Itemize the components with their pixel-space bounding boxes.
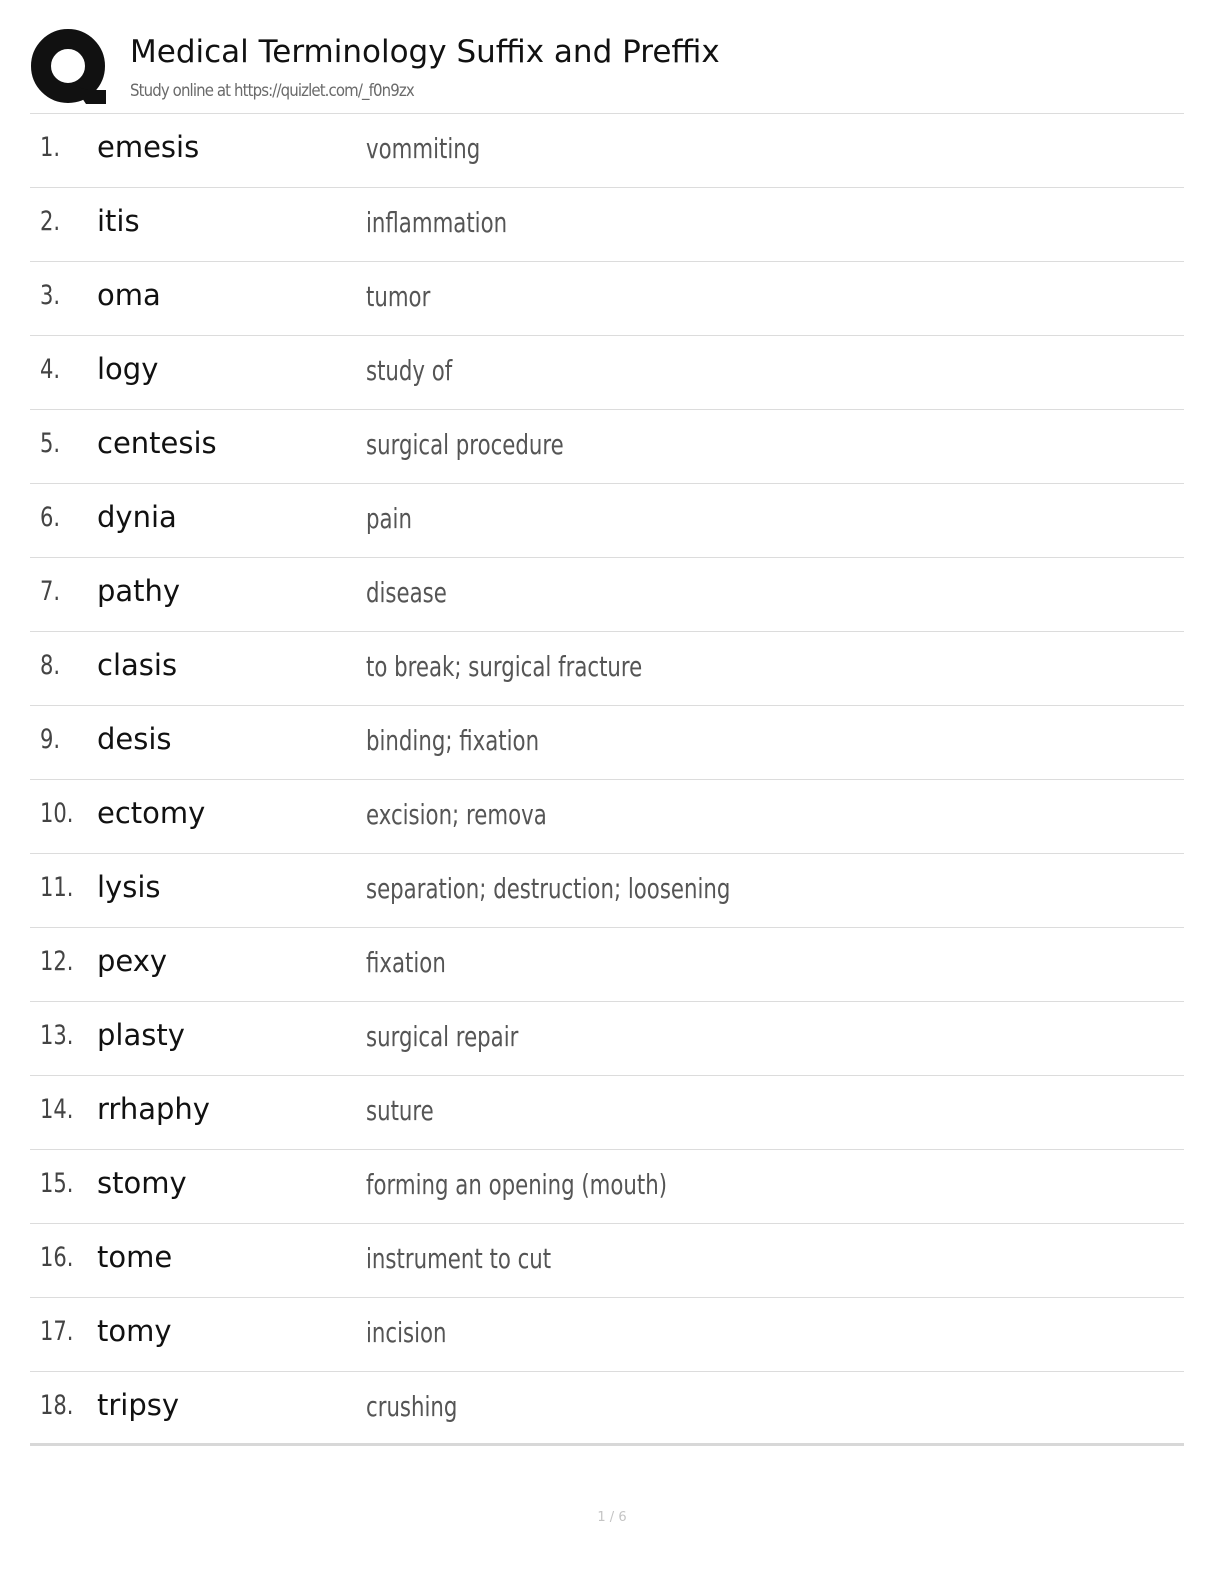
page-title: Medical Terminology Suffix and Preffix	[130, 34, 720, 70]
item-term: plasty	[97, 1018, 185, 1052]
quizlet-q-logo-icon	[30, 28, 110, 108]
item-number: 13.	[40, 1020, 74, 1051]
item-number: 1.	[40, 132, 61, 163]
list-item	[30, 1150, 1184, 1224]
item-definition: vommiting	[366, 132, 481, 165]
list-item	[30, 1076, 1184, 1150]
page-number: 1 / 6	[597, 1510, 627, 1525]
item-number: 9.	[40, 724, 61, 755]
item-term: ectomy	[97, 796, 206, 830]
item-term: emesis	[97, 130, 200, 164]
term-list	[30, 114, 1184, 1446]
item-term: oma	[97, 278, 161, 312]
item-definition: to break; surgical fracture	[366, 650, 643, 683]
item-definition: tumor	[366, 280, 431, 313]
list-item	[30, 632, 1184, 706]
item-term: pexy	[97, 944, 168, 978]
list-item	[30, 262, 1184, 336]
list-item	[30, 1372, 1184, 1446]
item-definition: study of	[366, 354, 453, 387]
list-item	[30, 854, 1184, 928]
item-number: 4.	[40, 354, 61, 385]
item-number: 8.	[40, 650, 61, 681]
item-term: itis	[97, 204, 140, 238]
list-item	[30, 1298, 1184, 1372]
item-term: dynia	[97, 500, 177, 534]
item-number: 7.	[40, 576, 61, 607]
item-definition: surgical repair	[366, 1020, 519, 1053]
item-definition: disease	[366, 576, 447, 609]
item-number: 10.	[40, 798, 74, 829]
item-term: pathy	[97, 574, 181, 608]
list-item	[30, 114, 1184, 188]
item-term: rrhaphy	[97, 1092, 210, 1126]
item-number: 15.	[40, 1168, 74, 1199]
item-definition: fixation	[366, 946, 446, 979]
item-definition: suture	[366, 1094, 434, 1127]
item-definition: forming an opening (mouth)	[366, 1168, 668, 1201]
item-number: 12.	[40, 946, 74, 977]
item-term: desis	[97, 722, 172, 756]
list-item	[30, 188, 1184, 262]
item-term: tome	[97, 1240, 173, 1274]
item-term: clasis	[97, 648, 178, 682]
item-definition: pain	[366, 502, 412, 535]
item-number: 16.	[40, 1242, 74, 1273]
list-item	[30, 484, 1184, 558]
list-item	[30, 1002, 1184, 1076]
list-item	[30, 1224, 1184, 1298]
item-term: lysis	[97, 870, 161, 904]
item-definition: crushing	[366, 1390, 458, 1423]
item-definition: surgical procedure	[366, 428, 564, 461]
item-definition: incision	[366, 1316, 447, 1349]
item-definition: separation; destruction; loosening	[366, 872, 731, 905]
item-definition: binding; fixation	[366, 724, 540, 757]
item-term: tripsy	[97, 1388, 180, 1422]
item-term: centesis	[97, 426, 217, 460]
item-definition: instrument to cut	[366, 1242, 552, 1275]
item-number: 14.	[40, 1094, 74, 1125]
item-number: 17.	[40, 1316, 74, 1347]
item-number: 6.	[40, 502, 61, 533]
list-item	[30, 410, 1184, 484]
item-number: 5.	[40, 428, 61, 459]
item-term: tomy	[97, 1314, 172, 1348]
item-term: stomy	[97, 1166, 187, 1200]
item-definition: inflammation	[366, 206, 508, 239]
document-header	[30, 28, 1184, 114]
list-item	[30, 928, 1184, 1002]
item-number: 2.	[40, 206, 61, 237]
list-item	[30, 706, 1184, 780]
list-item	[30, 780, 1184, 854]
item-number: 3.	[40, 280, 61, 311]
item-number: 11.	[40, 872, 74, 903]
item-definition: excision; remova	[366, 798, 547, 831]
list-item	[30, 558, 1184, 632]
list-item	[30, 336, 1184, 410]
item-term: logy	[97, 352, 159, 386]
item-number: 18.	[40, 1390, 74, 1421]
study-online-link[interactable]: Study online at https://quizlet.com/_f0n9zx	[130, 81, 414, 101]
